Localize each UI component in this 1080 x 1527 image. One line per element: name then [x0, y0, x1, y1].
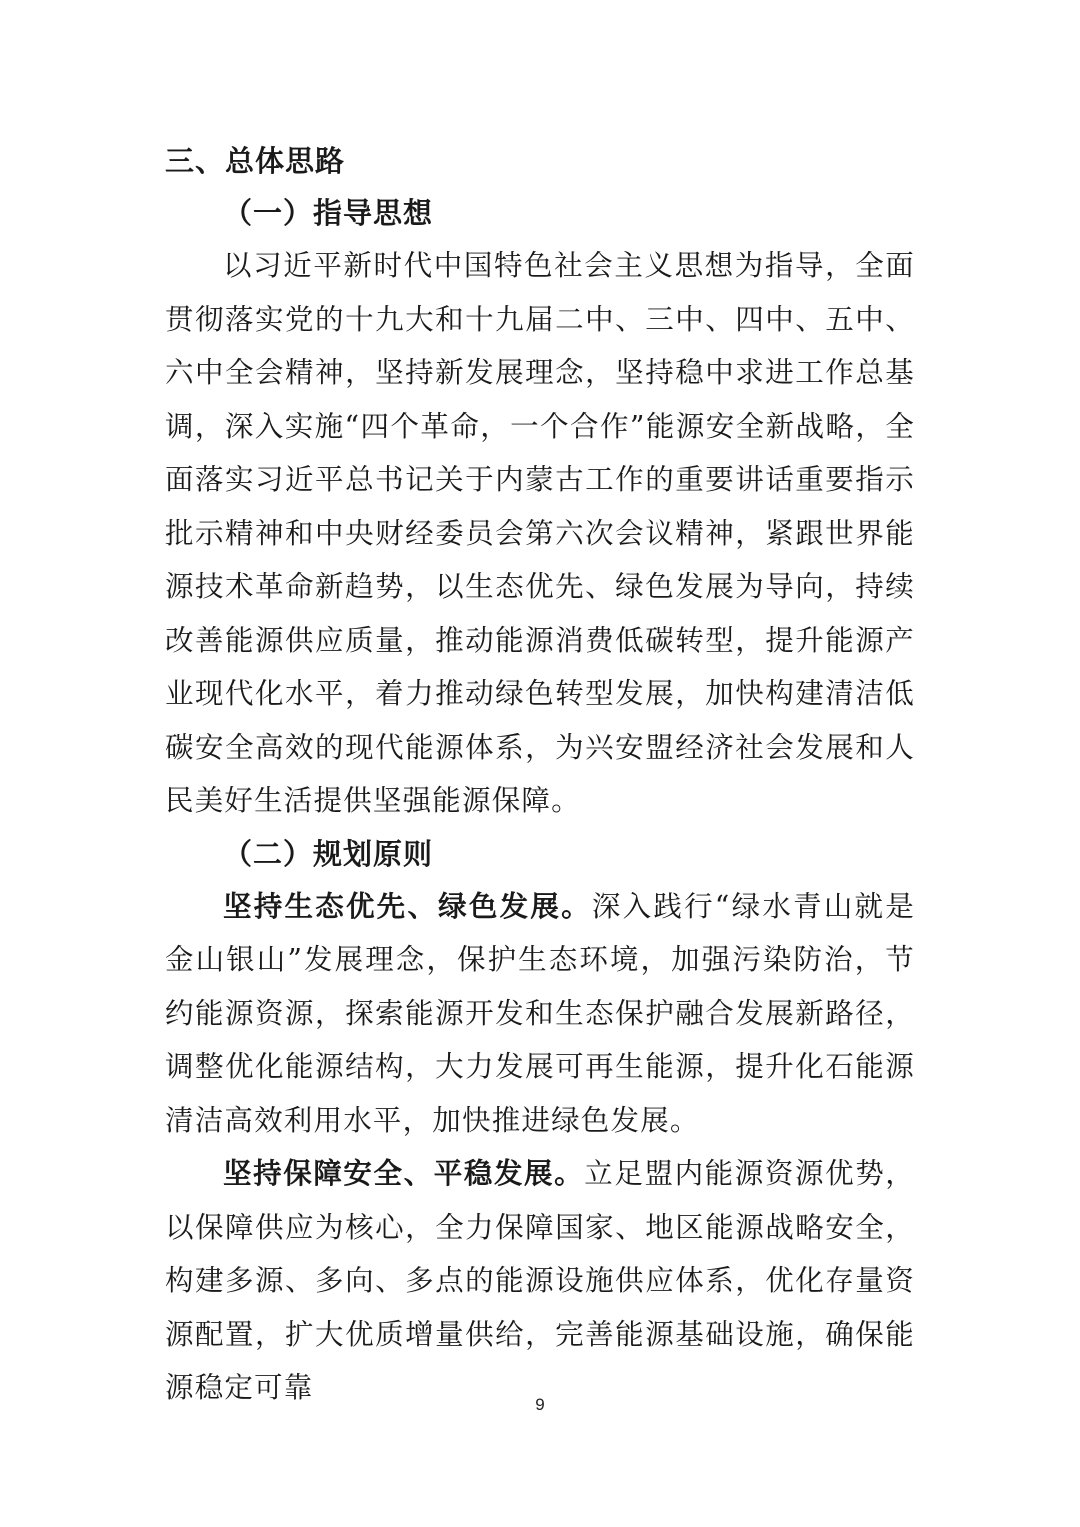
- principle-body-ecology: 深入践行“绿水青山就是金山银山”发展理念，保护生态环境，加强污染防治，节约能源资源，探索能源开发和生态保护融合发展新路径，调整优化能源结构，大力发展可再生能源，提升化石能源清洁高效利用水平，加快推进绿色发展。: [165, 889, 915, 1137]
- principle-paragraph-security: [165, 1147, 915, 1415]
- principle-body-security: 立足盟内能源资源优势，以保障供应为核心，全力保障国家、地区能源战略安全，构建多源、多向、多点的能源设施供应体系，优化存量资源配置，扩大优质增量供给，完善能源基础设施，确保能源稳定可靠: [165, 1157, 916, 1404]
- subsection-title-guiding-ideology: （一）指导思想: [223, 196, 434, 230]
- principle-paragraph-ecology: [165, 880, 915, 1148]
- guiding-ideology-paragraph: 以习近平新时代中国特色社会主义思想为指导，全面贯彻落实党的十九大和十九届二中、三中、四中、五中、六中全会精神，坚持新发展理念，坚持稳中求进工作总基调，深入实施“四个革命，一个合作”能源安全新战略，全面落实习近平总书记关于内蒙古工作的重要讲话重要指示批示精神和中央财经委员会第六次会议精神，紧跟世界能源技术革命新趋势，以生态优先、绿色发展为导向，持续改善能源供应质量，推动能源消费低碳转型，提升能源产业现代化水平，着力推动绿色转型发展，加快构建清洁低碳安全高效的现代能源体系，为兴安盟经济社会发展和人民美好生活提供坚强能源保障。: [165, 249, 915, 817]
- page-content: [165, 135, 915, 1415]
- principle-heading-ecology: 坚持生态优先、绿色发展。: [223, 889, 592, 923]
- page-number: 9: [535, 1395, 545, 1414]
- subsection-title-planning-principles: （二）规划原则: [223, 836, 434, 871]
- principle-heading-security: 坚持保障安全、平稳发展。: [223, 1157, 585, 1190]
- section-title: 三、总体思路: [165, 144, 346, 178]
